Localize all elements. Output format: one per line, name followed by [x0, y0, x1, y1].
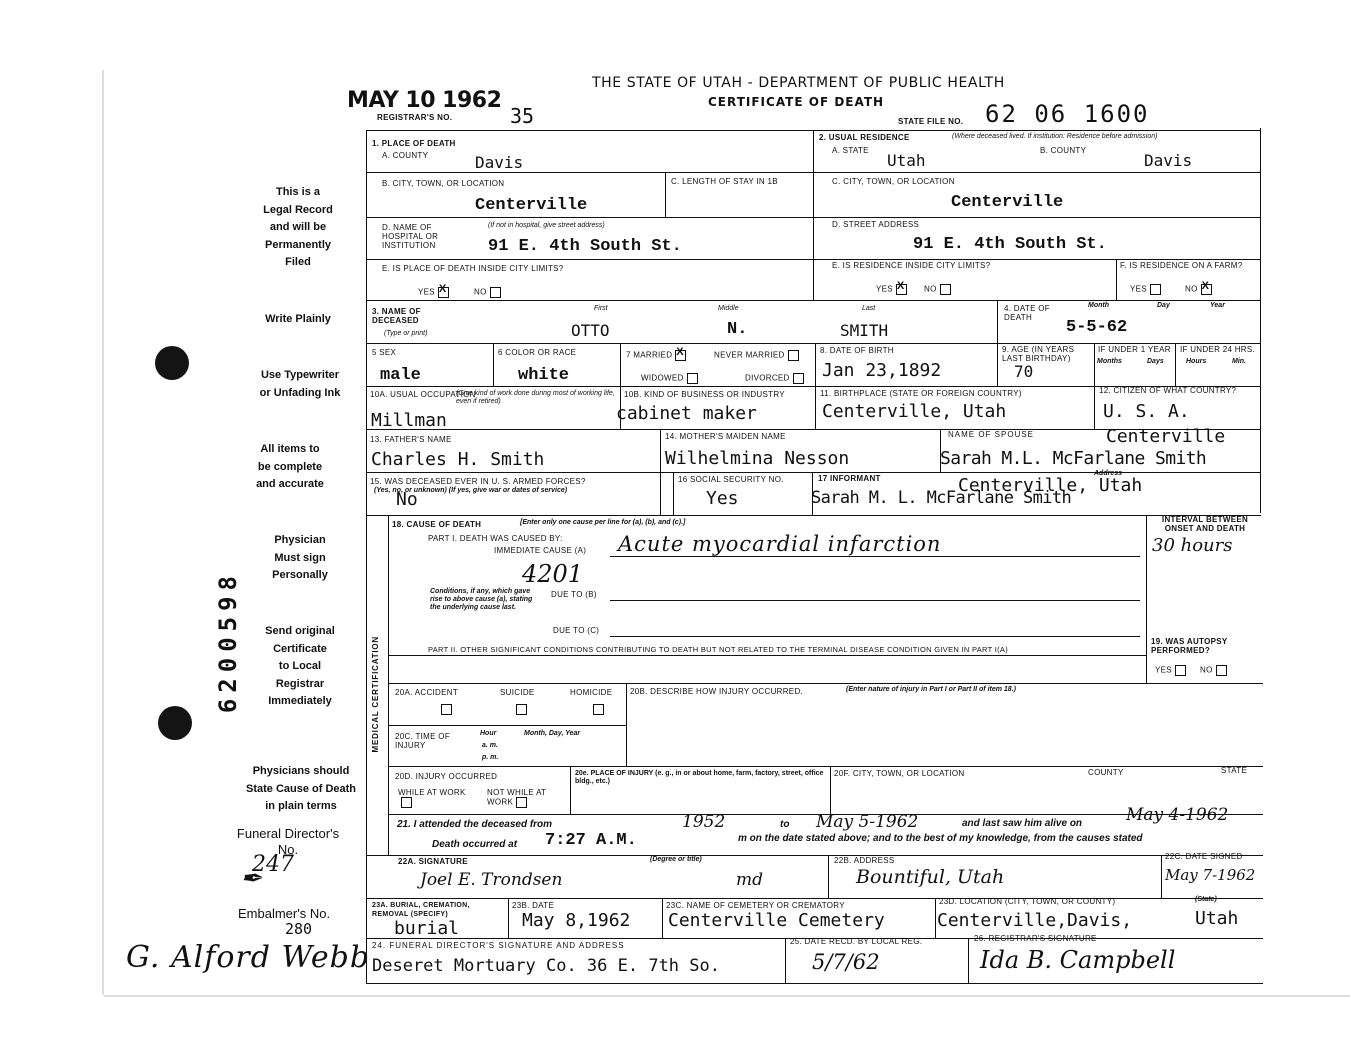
burial-date[interactable]: May 8,1962 — [522, 910, 631, 931]
last-saw-label: and last saw him alive on — [962, 818, 1083, 829]
not-while-at-work[interactable]: NOT WHILE AT WORK — [487, 788, 547, 807]
date-stamp: MAY 10 1962 — [347, 88, 502, 113]
burial-type[interactable]: burial — [394, 918, 460, 939]
res-county[interactable]: Davis — [1144, 151, 1193, 170]
note-write-plainly: Write Plainly — [265, 313, 331, 325]
business-label: 10B. KIND OF BUSINESS OR INDUSTRY — [624, 390, 785, 399]
deceased-first[interactable]: OTTO — [571, 321, 610, 340]
injury-location-label: 20F. CITY, TOWN, OR LOCATION — [834, 769, 965, 778]
year-label: Year — [1210, 302, 1225, 309]
note-send-original: Send original Certificate to Local Registrar Immediately — [265, 625, 335, 707]
place-of-death-label: 1. PLACE OF DEATH — [372, 139, 456, 148]
under-1-year-label: IF UNDER 1 YEAR — [1098, 345, 1171, 354]
min-label: Min. — [1232, 358, 1246, 365]
informant-address[interactable]: Centerville, Utah — [958, 475, 1143, 496]
sex[interactable]: male — [380, 366, 421, 385]
mother-label: 14. MOTHER'S MAIDEN NAME — [665, 432, 786, 441]
state-file-label: STATE FILE NO. — [898, 117, 964, 126]
degree-label: (Degree or title) — [650, 856, 702, 863]
death-time[interactable]: 7:27 A.M. — [545, 831, 637, 850]
autopsy-no[interactable]: NO — [1200, 665, 1227, 676]
registrar-label: REGISTRAR'S NO. — [377, 113, 453, 122]
last-saw-date[interactable]: May 4-1962 — [1126, 805, 1229, 825]
res-city-label: C. CITY, TOWN, OR LOCATION — [832, 177, 955, 186]
mother[interactable]: Wilhelmina Nesson — [665, 448, 850, 469]
hospital-address[interactable]: 91 E. 4th South St. — [488, 237, 682, 256]
burial-date-label: 23B. DATE — [512, 901, 555, 910]
birthplace[interactable]: Centerville, Utah — [822, 401, 1007, 422]
occupation-note: (Give kind of work done during most of working life, even if retired) — [456, 390, 615, 405]
signature-label: 22A. SIGNATURE — [398, 857, 468, 866]
embalmer-label: Embalmer's No. — [238, 906, 331, 921]
embalmer-signature: G. Alford Webb — [126, 940, 371, 975]
birth-date-label: 8. DATE OF BIRTH — [820, 346, 894, 355]
physician-signature[interactable]: Joel E. Trondsen — [420, 870, 563, 890]
embalmer-no: 280 — [285, 920, 313, 938]
burial-state[interactable]: Utah — [1195, 908, 1239, 929]
widowed[interactable]: WIDOWED — [641, 373, 698, 384]
res-inside-yes[interactable]: YESX — [876, 284, 907, 295]
month-label: Month — [1088, 302, 1109, 309]
injury-how-label: 20B. DESCRIBE HOW INJURY OCCURRED. — [630, 687, 804, 696]
res-state-label: A. STATE — [832, 146, 869, 155]
race[interactable]: white — [518, 366, 570, 385]
injury-county-label: COUNTY — [1088, 768, 1124, 777]
res-street[interactable]: 91 E. 4th South St. — [913, 235, 1107, 254]
married[interactable]: 7 MARRIEDX — [626, 350, 686, 361]
cause-label: 18. CAUSE OF DEATH — [392, 520, 482, 529]
residence-label: 2. USUAL RESIDENCE — [819, 133, 910, 142]
due-to-c-label: DUE TO (C) — [553, 626, 600, 635]
suicide-checkbox[interactable] — [516, 704, 527, 715]
to-label: to — [780, 819, 790, 830]
cause-code: 4201 — [522, 560, 584, 588]
ssn-label: 16 SOCIAL SECURITY NO. — [678, 475, 784, 484]
injury-time-label: 20C. TIME OF INJURY — [395, 732, 451, 750]
under-24-hrs-label: IF UNDER 24 HRS. — [1180, 345, 1256, 354]
citizen[interactable]: U. S. A. — [1103, 401, 1190, 422]
ssn[interactable]: Yes — [706, 488, 739, 509]
death-city-label: B. CITY, TOWN, OR LOCATION — [382, 179, 505, 188]
death-inside-limits-label: E. IS PLACE OF DEATH INSIDE CITY LIMITS? — [382, 264, 564, 273]
registrar-no: 35 — [510, 104, 535, 128]
physician-address-label: 22B. ADDRESS — [834, 856, 895, 865]
conditions-note: Conditions, if any, which gave rise to above cause (a), stating the underlying cause last. — [430, 588, 533, 611]
funeral-director-label: Funeral Director's No. — [236, 826, 340, 857]
note-typewriter: Use Typewriter or Unfading Ink — [259, 369, 341, 399]
hospital-note: (If not in hospital, give street address) — [488, 222, 605, 229]
while-at-work[interactable]: WHILE AT WORK — [398, 788, 478, 808]
death-inside-no[interactable]: NO — [474, 287, 501, 298]
burial-location-label: 23D. LOCATION (CITY, TOWN, OR COUNTY) — [939, 897, 1116, 906]
note-physician-sign: Physician Must sign Personally — [272, 534, 328, 581]
never-married[interactable]: NEVER MARRIED — [714, 350, 799, 361]
part-two-label: PART II. OTHER SIGNIFICANT CONDITIONS CONTRIBUTING TO DEATH BUT NOT RELATED TO THE TERMINAL DISEASE CONDITION GIVEN IN PART I(A) — [428, 645, 1009, 654]
injury-state-label: STATE — [1221, 766, 1248, 775]
pm-label: p. m. — [482, 754, 499, 761]
form-right-border — [1260, 128, 1261, 513]
accident-checkbox[interactable] — [441, 704, 452, 715]
suicide-label: SUICIDE — [500, 688, 535, 697]
residence-note: (Where deceased lived. If institution: Residence before admission) — [952, 133, 1158, 140]
date-of-death[interactable]: 5-5-62 — [1066, 318, 1128, 337]
date-received-label: 25. DATE RECD. BY LOCAL REG. — [790, 937, 923, 946]
armed-forces[interactable]: No — [396, 489, 418, 510]
date-signed-label: 22C. DATE SIGNED — [1165, 852, 1243, 861]
date-received[interactable]: 5/7/62 — [812, 950, 880, 974]
autopsy-label: 19. WAS AUTOPSY PERFORMED? — [1151, 637, 1228, 655]
deceased-last[interactable]: SMITH — [840, 321, 889, 340]
farm-label: F. IS RESIDENCE ON A FARM? — [1120, 261, 1243, 270]
autopsy-yes[interactable]: YES — [1155, 665, 1186, 676]
note-legal-record: This is a Legal Record and will be Permanently Filed — [263, 186, 333, 268]
days-label: Days — [1147, 358, 1164, 365]
hospital-label: D. NAME OF HOSPITAL OR INSTITUTION — [382, 223, 439, 250]
informant-address-label: Address — [1094, 470, 1123, 477]
attended-line: 21. I attended the deceased from — [397, 819, 553, 830]
farm-yes[interactable]: YES — [1130, 284, 1161, 295]
farm-no[interactable]: NOX — [1185, 284, 1212, 295]
sex-label: 5 SEX — [372, 348, 397, 357]
citizen-label: 12. CITIZEN OF WHAT COUNTRY? — [1099, 386, 1237, 395]
cemetery[interactable]: Centerville Cemetery — [668, 910, 885, 931]
death-occurred-statement: m on the date stated above; and to the best of my knowledge, from the causes stated — [738, 833, 1143, 844]
cause-a[interactable]: Acute myocardial infarction — [618, 532, 942, 556]
death-city[interactable]: Centerville — [475, 196, 588, 215]
death-inside-yes[interactable]: YESX — [418, 287, 449, 298]
spouse[interactable]: Sarah M.L. McFarlane Smith — [940, 448, 1207, 469]
funeral-director-address[interactable]: Deseret Mortuary Co. 36 E. 7th So. — [372, 956, 720, 976]
birth-date[interactable]: Jan 23,1892 — [822, 360, 942, 381]
place-of-injury-label: 20e. PLACE OF INJURY (e. g., in or about home, farm, factory, street, office bldg., etc.) — [575, 770, 824, 785]
hours-label: Hours — [1186, 358, 1207, 365]
medical-certification-label: MEDICAL CERTIFICATION — [371, 636, 380, 753]
res-inside-limits-label: E. IS RESIDENCE INSIDE CITY LIMITS? — [832, 261, 991, 270]
punch-hole-bottom — [158, 706, 192, 740]
accident-label: 20A. ACCIDENT — [395, 688, 459, 697]
armed-forces-label: 15. WAS DECEASED EVER IN U. S. ARMED FORCES? — [370, 477, 586, 486]
burial-state-label: (State) — [1195, 896, 1217, 903]
certificate-title: CERTIFICATE OF DEATH — [708, 95, 885, 109]
informant-label: 17 INFORMANT — [818, 474, 881, 483]
occupation-label: 10A. USUAL OCCUPATION — [370, 390, 476, 399]
deceased-name-note: (Type or print) — [384, 330, 428, 337]
res-county-label: B. COUNTY — [1040, 146, 1087, 155]
father[interactable]: Charles H. Smith — [371, 449, 545, 470]
months-label: Months — [1097, 358, 1122, 365]
injury-occurred-label: 20D. INJURY OCCURRED — [395, 772, 498, 781]
immediate-cause-label: IMMEDIATE CAUSE (A) — [494, 546, 587, 555]
res-city[interactable]: Centerville — [951, 193, 1064, 212]
registrar-sig-label: 26. REGISTRAR'S SIGNATURE — [974, 934, 1097, 943]
am-label: a. m. — [482, 742, 498, 749]
hour-label: Hour — [480, 730, 497, 737]
res-street-label: D. STREET ADDRESS — [832, 220, 920, 229]
spouse-label: NAME OF SPOUSE — [948, 430, 1035, 439]
last-label: Last — [862, 305, 876, 312]
state-title: THE STATE OF UTAH - DEPARTMENT OF PUBLIC HEALTH — [592, 75, 1005, 91]
date-signed[interactable]: May 7-1962 — [1165, 866, 1256, 884]
burial-location[interactable]: Centerville,Davis, — [937, 910, 1133, 931]
age[interactable]: 70 — [1014, 362, 1034, 381]
divider-place-residence — [813, 130, 814, 300]
cause-note: [Enter only one cause per line for (a), (b), and (c).] — [520, 519, 686, 526]
business[interactable]: cabinet maker — [616, 403, 757, 424]
date-of-death-label: 4. DATE OF DEATH — [1004, 304, 1050, 322]
occupation[interactable]: Millman — [371, 410, 447, 431]
father-label: 13. FATHER'S NAME — [370, 435, 452, 444]
divorced[interactable]: DIVORCED — [745, 373, 804, 384]
physician-degree[interactable]: md — [736, 870, 764, 890]
deceased-name-label: 3. NAME OF DECEASED — [372, 307, 421, 325]
serial-number: 6200598 — [214, 570, 242, 714]
deceased-middle[interactable]: N. — [727, 320, 748, 339]
interval-label: INTERVAL BETWEEN ONSET AND DEATH — [1161, 515, 1249, 533]
due-to-b-label: DUE TO (B) — [551, 590, 597, 599]
funeral-director-no: 247 — [252, 852, 294, 877]
informant[interactable]: Sarah M. L. McFarlane Smith — [811, 488, 1072, 508]
birthplace-label: 11. BIRTHPLACE (STATE OR FOREIGN COUNTRY) — [820, 389, 1022, 398]
injury-note: (Enter nature of injury in Part I or Part II of item 18.) — [846, 686, 1016, 693]
physician-address[interactable]: Bountiful, Utah — [856, 866, 1005, 888]
middle-label: Middle — [718, 305, 739, 312]
funeral-director-sig-label: 24. FUNERAL DIRECTOR'S SIGNATURE AND ADDRESS — [372, 941, 625, 950]
armed-forces-note: (Yes, no, or unknown) (If yes, give war or dates of service) — [374, 487, 568, 494]
race-label: 6 COLOR OR RACE — [498, 348, 577, 357]
spouse-city[interactable]: Centerville — [1106, 426, 1226, 447]
homicide-label: HOMICIDE — [570, 688, 613, 697]
registrar-signature[interactable]: Ida B. Campbell — [980, 946, 1176, 974]
part-one-label: PART I. DEATH WAS CAUSED BY: — [428, 534, 563, 543]
cemetery-label: 23C. NAME OF CEMETERY OR CREMATORY — [666, 901, 845, 910]
interval[interactable]: 30 hours — [1152, 535, 1233, 556]
first-label: First — [594, 305, 608, 312]
note-cause-plain: Physicians should State Cause of Death in plain terms — [245, 765, 357, 812]
funeral-director-signature: ✒ — [240, 864, 262, 894]
death-county-label: A. COUNTY — [382, 151, 429, 160]
res-inside-no[interactable]: NO — [924, 284, 951, 295]
length-of-stay-label: C. LENGTH OF STAY IN 1B — [671, 177, 778, 186]
state-file-no: 62 06 1600 — [985, 100, 1150, 128]
death-occurred-label: Death occurred at — [432, 839, 518, 850]
note-complete: All items to be complete and accurate — [256, 443, 324, 490]
homicide-checkbox[interactable] — [593, 704, 604, 715]
death-county[interactable]: Davis — [475, 153, 524, 172]
burial-label: 23A. BURIAL, CREMATION, REMOVAL (SPECIFY) — [372, 902, 470, 918]
day-label: Day — [1157, 302, 1170, 309]
res-state[interactable]: Utah — [887, 151, 926, 170]
age-label: 9. AGE (IN YEARS LAST BIRTHDAY) — [1002, 345, 1075, 363]
attended-from[interactable]: 1952 — [682, 812, 726, 832]
month-day-year-label: Month, Day, Year — [524, 730, 581, 737]
punch-hole-top — [155, 346, 189, 380]
attended-to[interactable]: May 5-1962 — [816, 812, 919, 832]
